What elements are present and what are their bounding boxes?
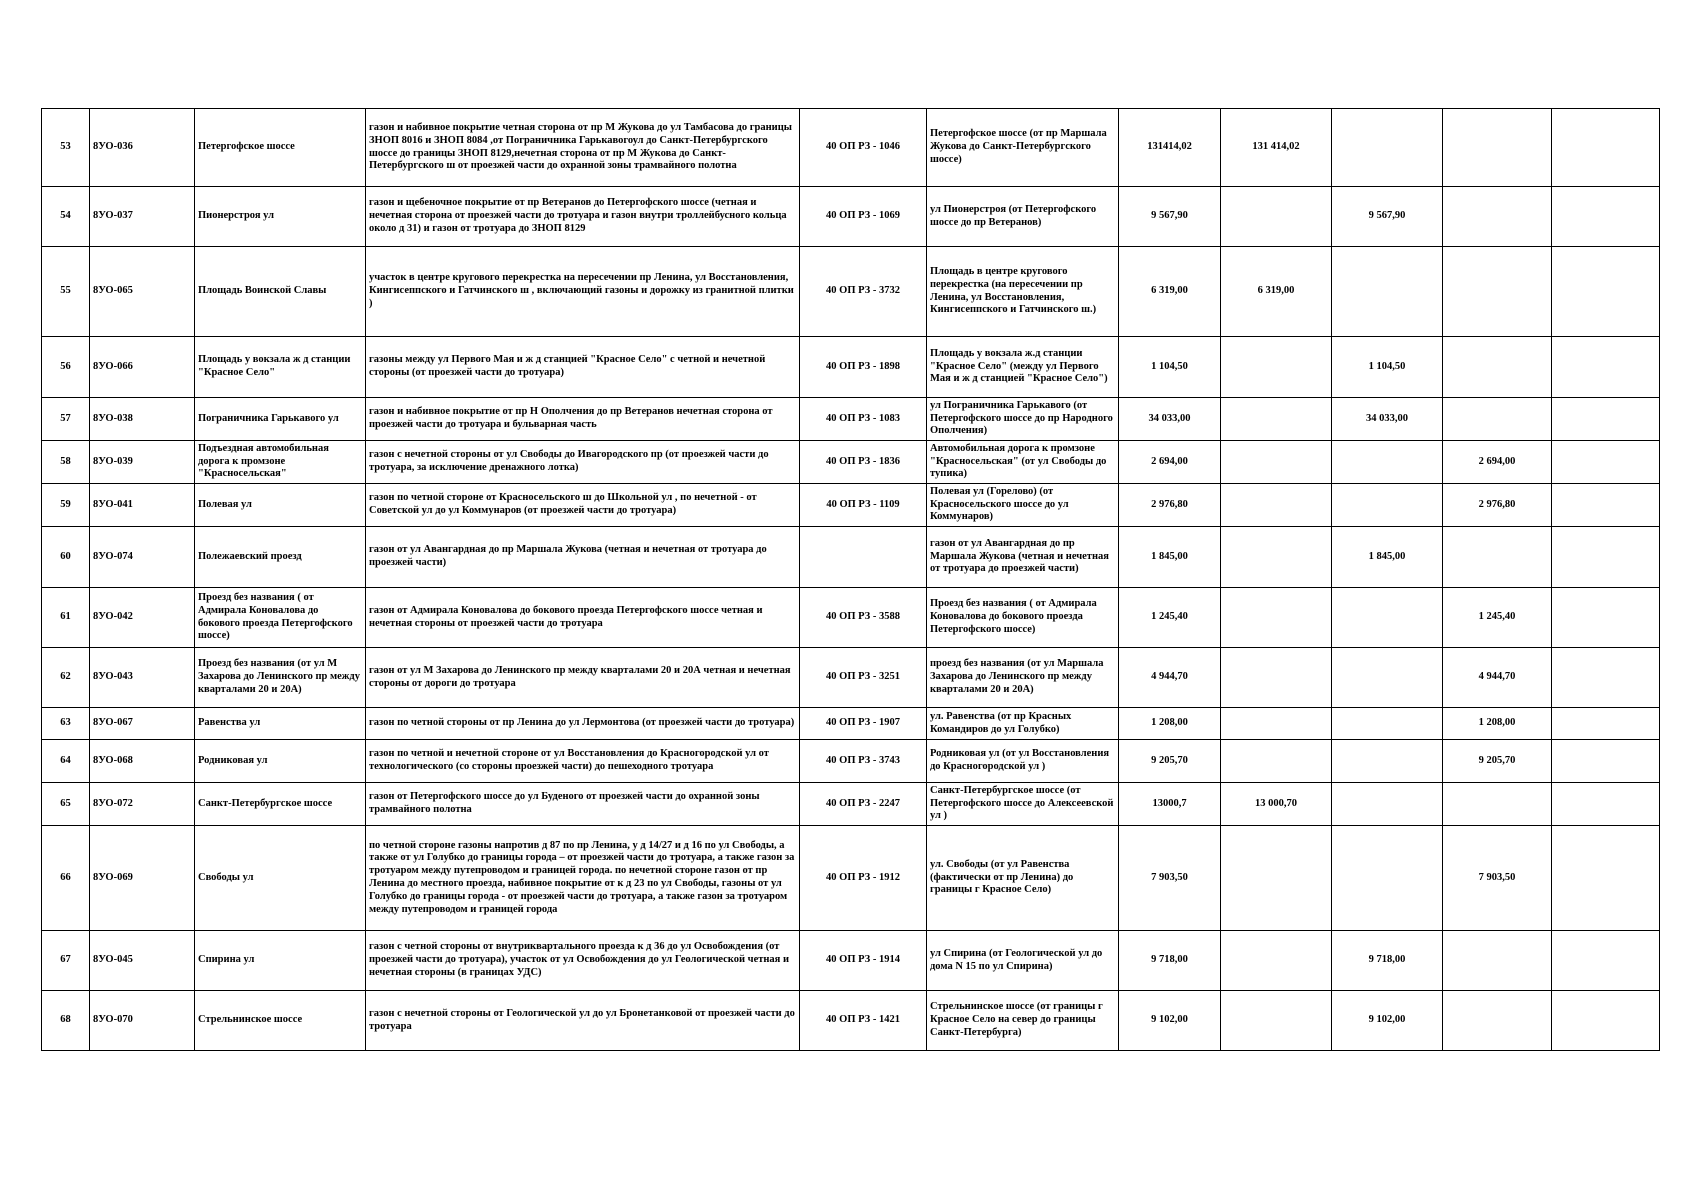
object-description: газон от ул М Захарова до Ленинского пр между кварталами 20 и 20А четная и нечетная стороны от дороги до тротуара [366, 648, 800, 708]
total-area: 13000,7 [1119, 783, 1221, 826]
object-description: газон с нечетной стороны от Геологической ул до ул Бронетанковой от проезжей части до тротуара [366, 991, 800, 1051]
table-body [42, 109, 1660, 1051]
table-row [42, 826, 1660, 931]
object-description: газон и набивное покрытие четная сторона от пр М Жукова до ул Тамбасова до границы ЗНОП 8016 и ЗНОП 8084 ,от Пограничника Гарькавогоул до Санкт-Петербургского шоссе до границы ЗНОП 8129,нечетная сторона от пр М Жукова до Санкт-Петербургского ш от проезжей части до охранной зоны трамвайного полотна [366, 109, 800, 187]
area-category-2 [1332, 109, 1443, 187]
table-row [42, 247, 1660, 337]
registry-number: 40 ОП РЗ - 1083 [800, 398, 927, 441]
table-row [42, 783, 1660, 826]
table-row [42, 187, 1660, 247]
area-category-3: 2 694,00 [1443, 441, 1552, 484]
area-category-4 [1552, 991, 1660, 1051]
total-area: 4 944,70 [1119, 648, 1221, 708]
area-category-1 [1221, 931, 1332, 991]
total-area: 9 102,00 [1119, 991, 1221, 1051]
road-name: ул Пионерстроя (от Петергофского шоссе до пр Ветеранов) [927, 187, 1119, 247]
table-row [42, 648, 1660, 708]
registry-number: 40 ОП РЗ - 3251 [800, 648, 927, 708]
total-area: 131414,02 [1119, 109, 1221, 187]
total-area: 34 033,00 [1119, 398, 1221, 441]
area-category-3: 2 976,80 [1443, 484, 1552, 527]
road-name: Петергофское шоссе (от пр Маршала Жукова до Санкт-Петербургского шоссе) [927, 109, 1119, 187]
total-area: 9 567,90 [1119, 187, 1221, 247]
registry-number: 40 ОП РЗ - 1069 [800, 187, 927, 247]
object-code: 8УО-065 [90, 247, 195, 337]
road-name: ул Пограничника Гарькавого (от Петергофского шоссе до пр Народного Ополчения) [927, 398, 1119, 441]
registry-number: 40 ОП РЗ - 1907 [800, 708, 927, 740]
object-name: Равенства ул [195, 708, 366, 740]
area-category-4 [1552, 783, 1660, 826]
area-category-4 [1552, 708, 1660, 740]
object-code: 8УО-069 [90, 826, 195, 931]
area-category-2 [1332, 740, 1443, 783]
object-name: Пограничника Гарькавого ул [195, 398, 366, 441]
area-category-4 [1552, 484, 1660, 527]
object-name: Площадь Воинской Славы [195, 247, 366, 337]
road-name: Площадь в центре кругового перекрестка (на пересечении пр Ленина, ул Восстановления, Кингисеппского и Гатчинского ш.) [927, 247, 1119, 337]
row-number: 57 [42, 398, 90, 441]
area-category-2 [1332, 708, 1443, 740]
object-code: 8УО-037 [90, 187, 195, 247]
total-area: 6 319,00 [1119, 247, 1221, 337]
area-category-2: 1 104,50 [1332, 337, 1443, 398]
area-category-2: 34 033,00 [1332, 398, 1443, 441]
area-category-4 [1552, 109, 1660, 187]
area-category-1 [1221, 708, 1332, 740]
table-row [42, 337, 1660, 398]
area-category-2 [1332, 648, 1443, 708]
object-description: газон с четной стороны от внутриквартального проезда к д 36 до ул Освобождения (от проезжей части до тротуара), участок от ул Освобождения до ул Геологической четная и нечетная стороны (в границах УДС) [366, 931, 800, 991]
area-category-3 [1443, 991, 1552, 1051]
object-description: газон от ул Авангардная до пр Маршала Жукова (четная и нечетная от тротуара до проезжей части) [366, 527, 800, 588]
object-name: Стрельнинское шоссе [195, 991, 366, 1051]
area-category-3 [1443, 247, 1552, 337]
area-category-2: 1 845,00 [1332, 527, 1443, 588]
area-category-3 [1443, 109, 1552, 187]
area-category-3 [1443, 398, 1552, 441]
table-row [42, 398, 1660, 441]
total-area: 2 976,80 [1119, 484, 1221, 527]
area-category-2: 9 718,00 [1332, 931, 1443, 991]
road-name: Автомобильная дорога к промзоне "Красносельская" (от ул Свободы до тупика) [927, 441, 1119, 484]
object-code: 8УО-066 [90, 337, 195, 398]
registry-number: 40 ОП РЗ - 1912 [800, 826, 927, 931]
registry-number: 40 ОП РЗ - 3743 [800, 740, 927, 783]
area-category-3 [1443, 931, 1552, 991]
row-number: 66 [42, 826, 90, 931]
registry-number [800, 527, 927, 588]
object-description: газон по четной стороне от Красносельского ш до Школьной ул , по нечетной - от Советской ул до ул Коммунаров (от проезжей части до тротуара) [366, 484, 800, 527]
object-description: газон и набивное покрытие от пр Н Ополчения до пр Ветеранов нечетная сторона от проезжей части до тротуара и бульварная часть [366, 398, 800, 441]
object-code: 8УО-042 [90, 588, 195, 648]
object-description: газон от Петергофского шоссе до ул Буденого от проезжей части до охранной зоны трамвайного полотна [366, 783, 800, 826]
object-description: по четной стороне газоны напротив д 87 по пр Ленина, у д 14/27 и д 16 по ул Свободы, а также от ул Голубко до границы города – от проезжей части до тротуара, а также газон за тротуаром между путепроводом и границей города. по нечетной стороне газон от пр Ленина до местного проезда, набивное покрытие от к д 23 по ул Свободы, газоны от ул Голубко до границы города - от проезжей части до тротуара, а также газон за тротуаром между путепроводом и границей города [366, 826, 800, 931]
total-area: 7 903,50 [1119, 826, 1221, 931]
object-name: Санкт-Петербургское шоссе [195, 783, 366, 826]
object-code: 8УО-072 [90, 783, 195, 826]
registry-number: 40 ОП РЗ - 1046 [800, 109, 927, 187]
area-category-4 [1552, 740, 1660, 783]
row-number: 58 [42, 441, 90, 484]
area-category-3: 1 208,00 [1443, 708, 1552, 740]
area-category-4 [1552, 398, 1660, 441]
road-name: Площадь у вокзала ж.д станции "Красное Село" (между ул Первого Мая и ж д станцией "Красное Село") [927, 337, 1119, 398]
area-category-4 [1552, 527, 1660, 588]
object-code: 8УО-067 [90, 708, 195, 740]
total-area: 1 845,00 [1119, 527, 1221, 588]
area-category-4 [1552, 187, 1660, 247]
object-code: 8УО-074 [90, 527, 195, 588]
registry-number: 40 ОП РЗ - 3588 [800, 588, 927, 648]
table-row [42, 484, 1660, 527]
area-category-4 [1552, 931, 1660, 991]
object-description: участок в центре кругового перекрестка на пересечении пр Ленина, ул Восстановления, Кингисеппского и Гатчинского ш , включающий газоны и дорожку из гранитной плитки ) [366, 247, 800, 337]
area-category-4 [1552, 247, 1660, 337]
area-category-1: 6 319,00 [1221, 247, 1332, 337]
table-row [42, 991, 1660, 1051]
area-category-4 [1552, 648, 1660, 708]
area-category-2: 9 567,90 [1332, 187, 1443, 247]
area-category-1 [1221, 441, 1332, 484]
area-category-1: 131 414,02 [1221, 109, 1332, 187]
area-category-2 [1332, 484, 1443, 527]
road-name: проезд без названия (от ул Маршала Захарова до Ленинского пр между кварталами 20 и 20А) [927, 648, 1119, 708]
total-area: 1 104,50 [1119, 337, 1221, 398]
area-category-1 [1221, 398, 1332, 441]
table-row [42, 588, 1660, 648]
registry-number: 40 ОП РЗ - 1914 [800, 931, 927, 991]
road-name: Стрельнинское шоссе (от границы г Красное Село на север до границы Санкт-Петербурга) [927, 991, 1119, 1051]
row-number: 56 [42, 337, 90, 398]
total-area: 1 208,00 [1119, 708, 1221, 740]
object-description: газоны между ул Первого Мая и ж д станцией "Красное Село" с четной и нечетной стороны (от проезжей части до тротуара) [366, 337, 800, 398]
road-name: ул. Свободы (от ул Равенства (фактически от пр Ленина) до границы г Красное Село) [927, 826, 1119, 931]
area-category-1: 13 000,70 [1221, 783, 1332, 826]
row-number: 65 [42, 783, 90, 826]
object-code: 8УО-041 [90, 484, 195, 527]
area-category-1 [1221, 187, 1332, 247]
area-category-3 [1443, 527, 1552, 588]
object-description: газон и щебеночное покрытие от пр Ветеранов до Петергофского шоссе (четная и нечетная сторона от проезжей части до тротуара и газон внутри троллейбусного кольца около д 31) и газон от тротуара до ЗНОП 8129 [366, 187, 800, 247]
road-name: ул Спирина (от Геологической ул до дома N 15 по ул Спирина) [927, 931, 1119, 991]
table-row [42, 527, 1660, 588]
total-area: 9 718,00 [1119, 931, 1221, 991]
area-category-2 [1332, 588, 1443, 648]
total-area: 9 205,70 [1119, 740, 1221, 783]
area-category-4 [1552, 337, 1660, 398]
object-name: Проезд без названия ( от Адмирала Коновалова до бокового проезда Петергофского шоссе) [195, 588, 366, 648]
road-name: ул. Равенства (от пр Красных Командиров до ул Голубко) [927, 708, 1119, 740]
area-category-3: 7 903,50 [1443, 826, 1552, 931]
registry-number: 40 ОП РЗ - 2247 [800, 783, 927, 826]
area-category-2 [1332, 247, 1443, 337]
table-row [42, 740, 1660, 783]
object-code: 8УО-068 [90, 740, 195, 783]
area-category-3 [1443, 783, 1552, 826]
registry-number: 40 ОП РЗ - 1421 [800, 991, 927, 1051]
object-code: 8УО-045 [90, 931, 195, 991]
object-name: Полевая ул [195, 484, 366, 527]
row-number: 60 [42, 527, 90, 588]
area-category-4 [1552, 826, 1660, 931]
area-category-1 [1221, 740, 1332, 783]
area-category-1 [1221, 337, 1332, 398]
object-name: Петергофское шоссе [195, 109, 366, 187]
table-row [42, 109, 1660, 187]
object-description: газон с нечетной стороны от ул Свободы до Ивагородского пр (от проезжей части до тротуара, за исключение дренажного лотка) [366, 441, 800, 484]
registry-number: 40 ОП РЗ - 3732 [800, 247, 927, 337]
area-category-1 [1221, 826, 1332, 931]
registry-number: 40 ОП РЗ - 1898 [800, 337, 927, 398]
row-number: 59 [42, 484, 90, 527]
object-code: 8УО-070 [90, 991, 195, 1051]
area-category-1 [1221, 588, 1332, 648]
area-category-2 [1332, 441, 1443, 484]
object-name: Полежаевский проезд [195, 527, 366, 588]
area-category-1 [1221, 991, 1332, 1051]
area-category-1 [1221, 484, 1332, 527]
row-number: 54 [42, 187, 90, 247]
object-code: 8УО-039 [90, 441, 195, 484]
row-number: 55 [42, 247, 90, 337]
object-name: Родниковая ул [195, 740, 366, 783]
row-number: 62 [42, 648, 90, 708]
area-category-1 [1221, 527, 1332, 588]
registry-number: 40 ОП РЗ - 1836 [800, 441, 927, 484]
area-category-4 [1552, 441, 1660, 484]
object-description: газон по четной стороны от пр Ленина до ул Лермонтова (от проезжей части до тротуара) [366, 708, 800, 740]
object-name: Площадь у вокзала ж д станции "Красное Село" [195, 337, 366, 398]
area-category-3: 1 245,40 [1443, 588, 1552, 648]
area-category-4 [1552, 588, 1660, 648]
registry-number: 40 ОП РЗ - 1109 [800, 484, 927, 527]
table-row [42, 931, 1660, 991]
row-number: 61 [42, 588, 90, 648]
row-number: 67 [42, 931, 90, 991]
total-area: 2 694,00 [1119, 441, 1221, 484]
object-code: 8УО-036 [90, 109, 195, 187]
road-name: Проезд без названия ( от Адмирала Коновалова до бокового проезда Петергофского шоссе) [927, 588, 1119, 648]
object-name: Пионерстроя ул [195, 187, 366, 247]
area-category-2 [1332, 783, 1443, 826]
area-category-1 [1221, 648, 1332, 708]
object-name: Спирина ул [195, 931, 366, 991]
object-name: Подъездная автомобильная дорога к промзоне "Красносельская" [195, 441, 366, 484]
area-category-3: 9 205,70 [1443, 740, 1552, 783]
object-name: Свободы ул [195, 826, 366, 931]
row-number: 63 [42, 708, 90, 740]
row-number: 64 [42, 740, 90, 783]
row-number: 53 [42, 109, 90, 187]
road-name: Родниковая ул (от ул Восстановления до Красногородской ул ) [927, 740, 1119, 783]
table-row [42, 708, 1660, 740]
row-number: 68 [42, 991, 90, 1051]
object-code: 8УО-043 [90, 648, 195, 708]
road-name: газон от ул Авангардная до пр Маршала Жукова (четная и нечетная от тротуара до проезжей части) [927, 527, 1119, 588]
object-description: газон от Адмирала Коновалова до бокового проезда Петергофского шоссе четная и нечетная стороны от проезжей части до тротуара [366, 588, 800, 648]
area-category-3: 4 944,70 [1443, 648, 1552, 708]
total-area: 1 245,40 [1119, 588, 1221, 648]
road-name: Полевая ул (Горелово) (от Красносельского шоссе до ул Коммунаров) [927, 484, 1119, 527]
area-category-3 [1443, 187, 1552, 247]
road-name: Санкт-Петербургское шоссе (от Петергофского шоссе до Алексеевской ул ) [927, 783, 1119, 826]
table-row [42, 441, 1660, 484]
object-code: 8УО-038 [90, 398, 195, 441]
area-category-2: 9 102,00 [1332, 991, 1443, 1051]
area-category-2 [1332, 826, 1443, 931]
object-name: Проезд без названия (от ул М Захарова до Ленинского пр между кварталами 20 и 20А) [195, 648, 366, 708]
object-description: газон по четной и нечетной стороне от ул Восстановления до Красногородской ул от технологического (со стороны проезжей части) до пешеходного тротуара [366, 740, 800, 783]
area-category-3 [1443, 337, 1552, 398]
register-table [41, 108, 1660, 1051]
